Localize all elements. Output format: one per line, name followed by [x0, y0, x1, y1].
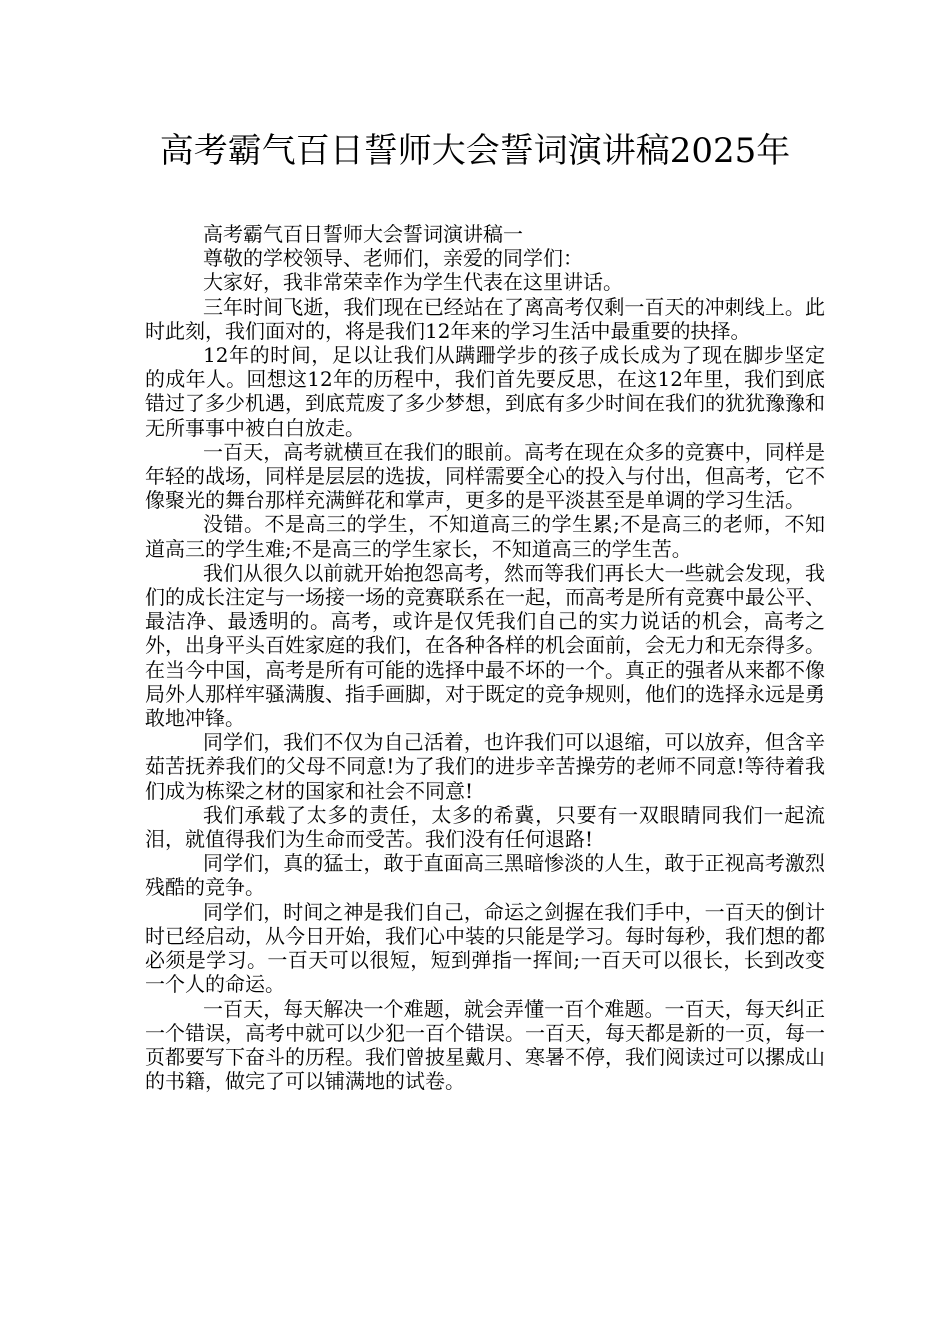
- salutation: 尊敬的学校领导、老师们，亲爱的同学们：: [203, 246, 583, 271]
- paragraph: 我们从很久以前就开始抱怨高考，然而等我们再长大一些就会发现，我们的成长注定与一场接一场的竞赛联系在一起，而高考是所有竞赛中最公平、最洁净、最透明的。高考，或许是仅凭我们自己的实力说话的机会，高考之外，出身平头百姓家庭的我们，在各种各样的机会面前，会无力和无奈得多。在当今中国，高考是所有可能的选择中最不坏的一个。真正的强者从来都不像局外人那样牢骚满腹、指手画脚，对于既定的竞争规则，他们的选择永远是勇敢地冲锋。: [145, 560, 825, 731]
- speech-subtitle: 高考霸气百日誓师大会誓词演讲稿一: [203, 222, 523, 246]
- paragraph: 没错。不是高三的学生，不知道高三的学生累;不是高三的老师，不知道高三的学生难;不是高三的学生家长，不知道高三的学生苦。: [145, 512, 825, 561]
- paragraph: 同学们，我们不仅为自己活着，也许我们可以退缩，可以放弃，但含辛茹苦抚养我们的父母不同意!为了我们的进步辛苦操劳的老师不同意!等待着我们成为栋梁之材的国家和社会不同意!: [145, 730, 825, 803]
- paragraph: 大家好，我非常荣幸作为学生代表在这里讲话。: [203, 270, 623, 295]
- document-body: [145, 222, 825, 1093]
- paragraph: 同学们，真的猛士，敢于直面高三黑暗惨淡的人生，敢于正视高考激烈残酷的竞争。: [145, 851, 825, 900]
- paragraph: 同学们，时间之神是我们自己，命运之剑握在我们手中，一百天的倒计时已经启动，从今日开始，我们心中装的只能是学习。每时每秒，我们想的都必须是学习。一百天可以很短，短到弹指一挥间;一百天可以很长，长到改变一个人的命运。: [145, 899, 825, 997]
- paragraph: 12年的时间，足以让我们从蹒跚学步的孩子成长成为了现在脚步坚定的成年人。回想这12年的历程中，我们首先要反思，在这12年里，我们到底错过了多少机遇，到底荒废了多少梦想，到底有多少时间在我们的犹犹豫豫和无所事事中被白白放走。: [145, 343, 825, 440]
- paragraph: 一百天，高考就横亘在我们的眼前。高考在现在众多的竞赛中，同样是年轻的战场，同样是层层的选拔，同样需要全心的投入与付出，但高考，它不像聚光的舞台那样充满鲜花和掌声，更多的是平淡甚至是单调的学习生活。: [145, 439, 825, 513]
- document-title: 高考霸气百日誓师大会誓词演讲稿2025年: [159, 131, 791, 171]
- paragraph: 我们承载了太多的责任，太多的希冀，只要有一双眼睛同我们一起流泪，就值得我们为生命而受苦。我们没有任何退路!: [145, 802, 825, 852]
- paragraph: 三年时间飞逝，我们现在已经站在了离高考仅剩一百天的冲刺线上。此时此刻，我们面对的，将是我们12年来的学习生活中最重要的抉择。: [145, 294, 825, 343]
- paragraph: 一百天，每天解决一个难题，就会弄懂一百个难题。一百天，每天纠正一个错误，高考中就可以少犯一百个错误。一百天，每天都是新的一页，每一页都要写下奋斗的历程。我们曾披星戴月、寒暑不停，我们阅读过可以摞成山的书籍，做完了可以铺满地的试卷。: [145, 996, 825, 1094]
